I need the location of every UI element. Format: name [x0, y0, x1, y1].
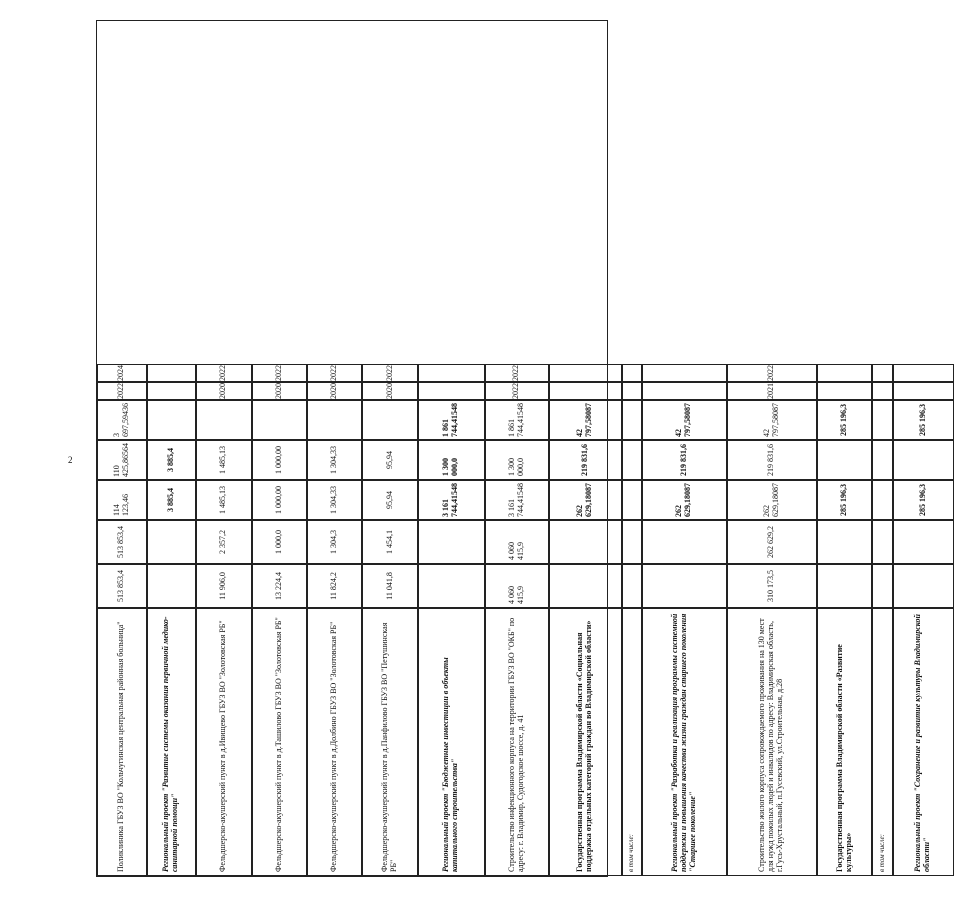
cell-c6 — [147, 382, 197, 400]
cell-c2: 513 853,4 — [97, 520, 147, 564]
row-name: Региональный проект "Сохранение и развитие культуры Владимирской области" — [893, 608, 954, 876]
row-name: Региональный проект "Разработка и реализация программы системной поддержки и повышения качества жизни граждан старшего поколения "Старшее поколение" — [642, 608, 727, 876]
cell-c4 — [872, 440, 892, 480]
cell-c2: 262 629,2 — [727, 520, 817, 564]
row-name: Государственная программа Владимирской области «Развитие культуры» — [817, 608, 872, 876]
cell-c7 — [147, 364, 197, 382]
cell-c3: 285 196,3 — [817, 480, 872, 520]
row-name: Поликлиника ГБУЗ ВО "Кольчугинская центральная районная больница" — [97, 608, 147, 876]
cell-c6: 2020 — [252, 382, 307, 400]
cell-c1: 11 906,0 — [196, 564, 251, 608]
cell-c6: 2020 — [362, 382, 417, 400]
row-name: Фельдшерско-акушерский пункт в д.Панфилово ГБУЗ ВО "Петушинская РБ" — [362, 608, 417, 876]
cell-c1: 11 041,8 — [362, 564, 417, 608]
cell-c1 — [893, 564, 954, 608]
cell-c1 — [418, 564, 485, 608]
cell-c7: 2022 — [196, 364, 251, 382]
cell-c2: 1 304,3 — [307, 520, 362, 564]
cell-c7: 2022 — [252, 364, 307, 382]
row-name: Фельдшерско-акушерский пункт в д.Ивищево ГБУЗ ВО "Золотовская РБ" — [196, 608, 251, 876]
cell-c5: 3 697,59436 — [97, 400, 147, 440]
cell-c5: 1 861 744,41548 — [485, 400, 549, 440]
rotated-table-wrapper — [96, 20, 932, 877]
cell-c1 — [549, 564, 622, 608]
cell-c7: 2022 — [362, 364, 417, 382]
cell-c5 — [872, 400, 892, 440]
cell-c7 — [893, 364, 954, 382]
cell-c3: 262 629,18087 — [727, 480, 817, 520]
budget-grid — [96, 20, 932, 877]
cell-c5: 285 196,3 — [893, 400, 954, 440]
cell-c3: 262 629,18087 — [642, 480, 727, 520]
cell-c2 — [549, 520, 622, 564]
cell-c6 — [872, 382, 892, 400]
cell-c4: 95,94 — [362, 440, 417, 480]
cell-c3: 3 161 744,41548 — [418, 480, 485, 520]
cell-c4: 219 831,6 — [642, 440, 727, 480]
cell-c5 — [307, 400, 362, 440]
cell-c2 — [418, 520, 485, 564]
cell-c5 — [622, 400, 642, 440]
cell-c4: 219 831,6 — [727, 440, 817, 480]
cell-c4 — [622, 440, 642, 480]
cell-c4 — [817, 440, 872, 480]
cell-c7 — [642, 364, 727, 382]
cell-c2: 2 357,2 — [196, 520, 251, 564]
cell-c7: 2022 — [307, 364, 362, 382]
cell-c6 — [642, 382, 727, 400]
cell-c2: 4 060 415,9 — [485, 520, 549, 564]
cell-c5 — [147, 400, 197, 440]
cell-c2: 1 454,1 — [362, 520, 417, 564]
cell-c4: 1 000,00 — [252, 440, 307, 480]
cell-c5: 42 797,58087 — [727, 400, 817, 440]
row-name: Региональный проект "Развитие системы оказания первичной медико-санитарной помощи" — [147, 608, 197, 876]
cell-c4: 3 885,4 — [147, 440, 197, 480]
cell-c3: 262 629,18087 — [549, 480, 622, 520]
cell-c1: 513 853,4 — [97, 564, 147, 608]
cell-c7 — [817, 364, 872, 382]
cell-c2 — [817, 520, 872, 564]
cell-c1: 4 060 415,9 — [485, 564, 549, 608]
cell-c4 — [893, 440, 954, 480]
cell-c3: 1 000,00 — [252, 480, 307, 520]
row-name: в том числе: — [622, 608, 642, 876]
cell-c6 — [622, 382, 642, 400]
cell-c3: 1 304,33 — [307, 480, 362, 520]
cell-c4: 1 485,13 — [196, 440, 251, 480]
cell-c3: 95,94 — [362, 480, 417, 520]
cell-c4: 1 300 000,0 — [485, 440, 549, 480]
cell-c1 — [622, 564, 642, 608]
cell-c2: 1 000,0 — [252, 520, 307, 564]
cell-c4: 1 304,33 — [307, 440, 362, 480]
cell-c7 — [418, 364, 485, 382]
cell-c2 — [622, 520, 642, 564]
cell-c5: 42 797,58087 — [549, 400, 622, 440]
cell-c3: 1 485,13 — [196, 480, 251, 520]
cell-c6 — [893, 382, 954, 400]
row-name: в том числе: — [872, 608, 892, 876]
cell-c4: 219 831,6 — [549, 440, 622, 480]
cell-c2 — [872, 520, 892, 564]
cell-c5: 42 797,58087 — [642, 400, 727, 440]
cell-c7 — [549, 364, 622, 382]
cell-c1 — [147, 564, 197, 608]
cell-c2 — [893, 520, 954, 564]
cell-c1 — [642, 564, 727, 608]
cell-c6: 2022 — [485, 382, 549, 400]
cell-c6: 2020 — [196, 382, 251, 400]
cell-c3: 3 885,4 — [147, 480, 197, 520]
cell-c3 — [872, 480, 892, 520]
cell-c7: 2024 — [97, 364, 147, 382]
cell-c2 — [642, 520, 727, 564]
cell-c6: 2021 — [727, 382, 817, 400]
cell-c1 — [817, 564, 872, 608]
cell-c2 — [147, 520, 197, 564]
row-name: Строительство жилого корпуса сопровождаемого проживания на 130 мест для нужд пожилых людей и инвалидов по адресу: Владимирская область, г.Гусь-Хрустальный, п.Гусевский, ул.Строительная, д.28 — [727, 608, 817, 876]
cell-c5 — [196, 400, 251, 440]
cell-c7: 2022 — [727, 364, 817, 382]
cell-c4: 110 425,86564 — [97, 440, 147, 480]
cell-c3 — [622, 480, 642, 520]
cell-c6 — [418, 382, 485, 400]
cell-c7 — [622, 364, 642, 382]
cell-c1: 310 173,5 — [727, 564, 817, 608]
cell-c6 — [817, 382, 872, 400]
cell-c5 — [252, 400, 307, 440]
cell-c7 — [872, 364, 892, 382]
page-number: 2 — [68, 455, 73, 465]
cell-c1: 11 824,2 — [307, 564, 362, 608]
cell-c1 — [872, 564, 892, 608]
cell-c5 — [362, 400, 417, 440]
cell-c3: 114 123,46 — [97, 480, 147, 520]
cell-c3: 285 196,3 — [893, 480, 954, 520]
row-name: Строительство инфекционного корпуса на территории ГБУЗ ВО "ОКБ" по адресу: г. Владимир, Судогодское шоссе, д. 41 — [485, 608, 549, 876]
cell-c1: 13 224,4 — [252, 564, 307, 608]
cell-c6 — [549, 382, 622, 400]
row-name: Региональный проект "Бюджетные инвестиции в объекты капитального строительства" — [418, 608, 485, 876]
cell-c5: 1 861 744,41548 — [418, 400, 485, 440]
cell-c5: 285 196,3 — [817, 400, 872, 440]
row-name: Государственная программа Владимирской области «Социальная поддержка отдельных категорий граждан во Владимирской области» — [549, 608, 622, 876]
cell-c7: 2022 — [485, 364, 549, 382]
cell-c4: 1 300 000,0 — [418, 440, 485, 480]
row-name: Фельдшерско-акушерский пункт в д.Долбино ГБУЗ ВО "Золотовская РБ" — [307, 608, 362, 876]
row-name: Фельдшерско-акушерский пункт в д.Ташилово ГБУЗ ВО "Золотовская РБ" — [252, 608, 307, 876]
cell-c6: 2020 — [307, 382, 362, 400]
cell-c6: 2022 — [97, 382, 147, 400]
cell-c3: 3 161 744,41548 — [485, 480, 549, 520]
